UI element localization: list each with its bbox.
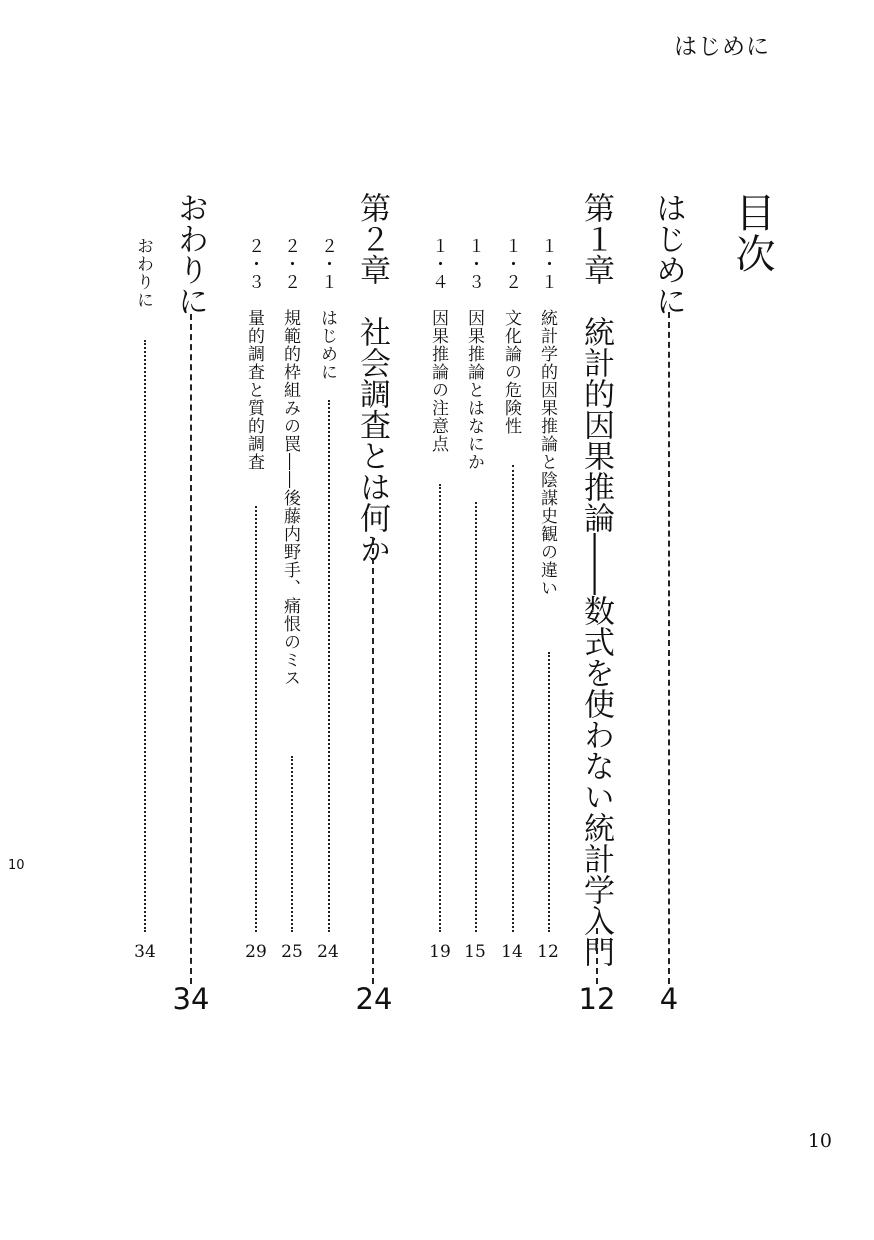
toc-entry-label: ２・３ 量的調査と質的調査 [244,237,264,471]
toc-leader [291,756,293,932]
toc-title: 目次 [729,192,775,274]
toc-entry-label: 第２章 社会調査とは何か [354,192,390,564]
toc-entry-label: 第１章 統計的因果推論――数式を使わない統計学入門 [578,192,614,967]
running-head: はじめに [674,34,770,60]
toc-entry-page: 25 [281,942,303,962]
toc-entry-page: 12 [578,982,616,1016]
toc-leader [372,538,374,984]
toc-entry-label: １・２ 文化論の危険性 [501,237,521,435]
toc-entry-page: 12 [537,942,559,962]
toc-leader [596,928,598,984]
toc-leader [328,400,330,932]
toc-entry-label: １・４ 因果推論の注意点 [428,237,448,453]
toc-entry-page: 14 [501,942,523,962]
toc-entry-label: １・３ 因果推論とはなにか [464,237,484,471]
toc-entry-page: 34 [134,942,156,962]
page-number: 10 [807,1130,832,1152]
toc-entry-page: 15 [464,942,486,962]
toc-leader [512,465,514,932]
toc-entry-page: 29 [245,942,267,962]
toc-entry-page: 4 [659,982,679,1016]
toc-entry-page: 24 [355,982,393,1016]
margin-page-number: 10 [8,858,25,873]
toc-entry-page: 19 [429,942,451,962]
toc-leader [548,652,550,932]
toc-entry-label: ２・２ 規範的枠組みの罠――後藤内野手、痛恨のミス [280,237,300,687]
toc-entry-label: ２・１ はじめに [317,237,337,381]
toc-leader [144,340,146,932]
toc-leader [190,314,192,984]
toc-entry-label: はじめに [650,192,686,316]
toc-entry-label: おわりに [133,237,153,309]
toc-entry-label: おわりに [172,192,208,316]
toc-leader [439,484,441,932]
toc-leader [255,506,257,932]
toc-leader [475,502,477,932]
toc-entry-page: 34 [172,982,210,1016]
toc-entry-page: 24 [317,942,339,962]
toc-entry-label: １・１ 統計学的因果推論と陰謀史観の違い [537,237,557,597]
toc-leader [668,312,670,984]
